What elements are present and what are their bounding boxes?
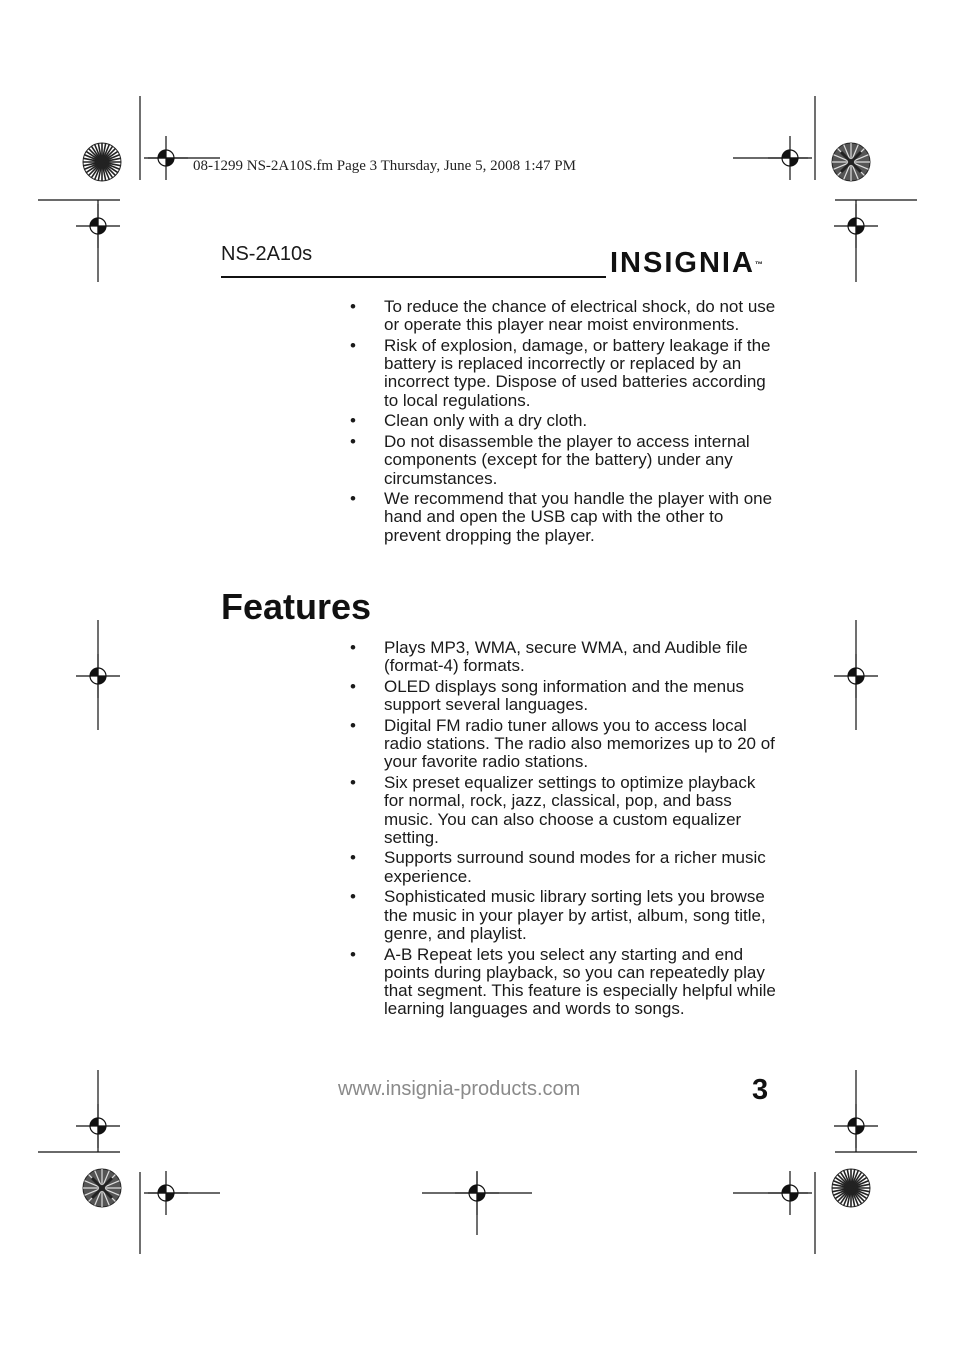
bullet-text: Sophisticated music library sorting lets you browse the music in your player by artist, album, song title, genre, and playlist. <box>384 887 766 943</box>
brand-logo <box>610 248 763 278</box>
bullet-item <box>348 639 776 676</box>
page-number: 3 <box>752 1074 769 1106</box>
bullet-item <box>348 490 776 545</box>
bullet-item <box>348 337 776 410</box>
model-number: NS-2A10s <box>221 243 313 265</box>
bullet-text: Digital FM radio tuner allows you to access local radio stations. The radio also memorizes up to 20 of your favorite radio stations. <box>384 715 775 772</box>
bullet-glyph: • <box>350 676 356 696</box>
bullet-item <box>348 946 776 1019</box>
bullet-item <box>348 298 776 335</box>
bullet-text: We recommend that you handle the player with one hand and open the USB cap with the other to prevent dropping the player. <box>384 489 773 545</box>
bullet-text: To reduce the chance of electrical shock, do not use or operate this player near moist environments. <box>384 297 776 335</box>
bullet-glyph: • <box>350 489 356 509</box>
bullet-text: A-B Repeat lets you select any starting and end points during playback, so you can repeatedly play that segment. This feature is especially helpful while learning languages and words to songs. <box>384 944 776 1019</box>
safety-bullet-list <box>348 298 776 547</box>
bullet-glyph: • <box>350 887 356 907</box>
bullet-text: Six preset equalizer settings to optimize playback for normal, rock, jazz, classical, pop, and bass music. You can also choose a custom equalizer setting. <box>384 772 756 847</box>
bullet-glyph: • <box>350 431 356 451</box>
bullet-item <box>348 678 776 715</box>
bullet-glyph: • <box>350 848 356 868</box>
bullet-glyph: • <box>350 297 356 316</box>
bullet-glyph: • <box>350 715 356 735</box>
trademark-symbol: ™ <box>754 260 763 269</box>
bullet-glyph: • <box>350 944 356 964</box>
bullet-item <box>348 433 776 488</box>
bullet-text: Clean only with a dry cloth. <box>384 411 588 431</box>
features-heading: Features <box>221 586 372 627</box>
bullet-item <box>348 888 776 943</box>
website-url: www.insignia-products.com <box>338 1078 581 1100</box>
bullet-text: OLED displays song information and the menus support several languages. <box>384 676 745 715</box>
bullet-text: Risk of explosion, damage, or battery leakage if the battery is replaced incorrectly or replaced by an incorrect type. Dispose of used batteries according to local regulations. <box>384 335 771 410</box>
bullet-glyph: • <box>350 335 356 355</box>
bullet-text: Do not disassemble the player to access internal components (except for the battery) under any circumstances. <box>384 431 750 488</box>
bullet-glyph: • <box>350 638 356 657</box>
bullet-text: Supports surround sound modes for a richer music experience. <box>384 848 766 886</box>
bullet-glyph: • <box>350 411 356 431</box>
bullet-glyph: • <box>350 772 356 792</box>
brand-logo-text: INSIGNIA <box>610 247 755 279</box>
file-slug-line: 08-1299 NS-2A10S.fm Page 3 Thursday, June 5, 2008 1:47 PM <box>193 158 576 174</box>
bullet-text: Plays MP3, WMA, secure WMA, and Audible file (format-4) formats. <box>384 638 748 676</box>
features-bullet-list <box>348 639 776 1021</box>
bullet-item <box>348 774 776 847</box>
header-rule <box>221 276 606 278</box>
bullet-item <box>348 412 776 430</box>
bullet-item <box>348 849 776 886</box>
bullet-item <box>348 717 776 772</box>
